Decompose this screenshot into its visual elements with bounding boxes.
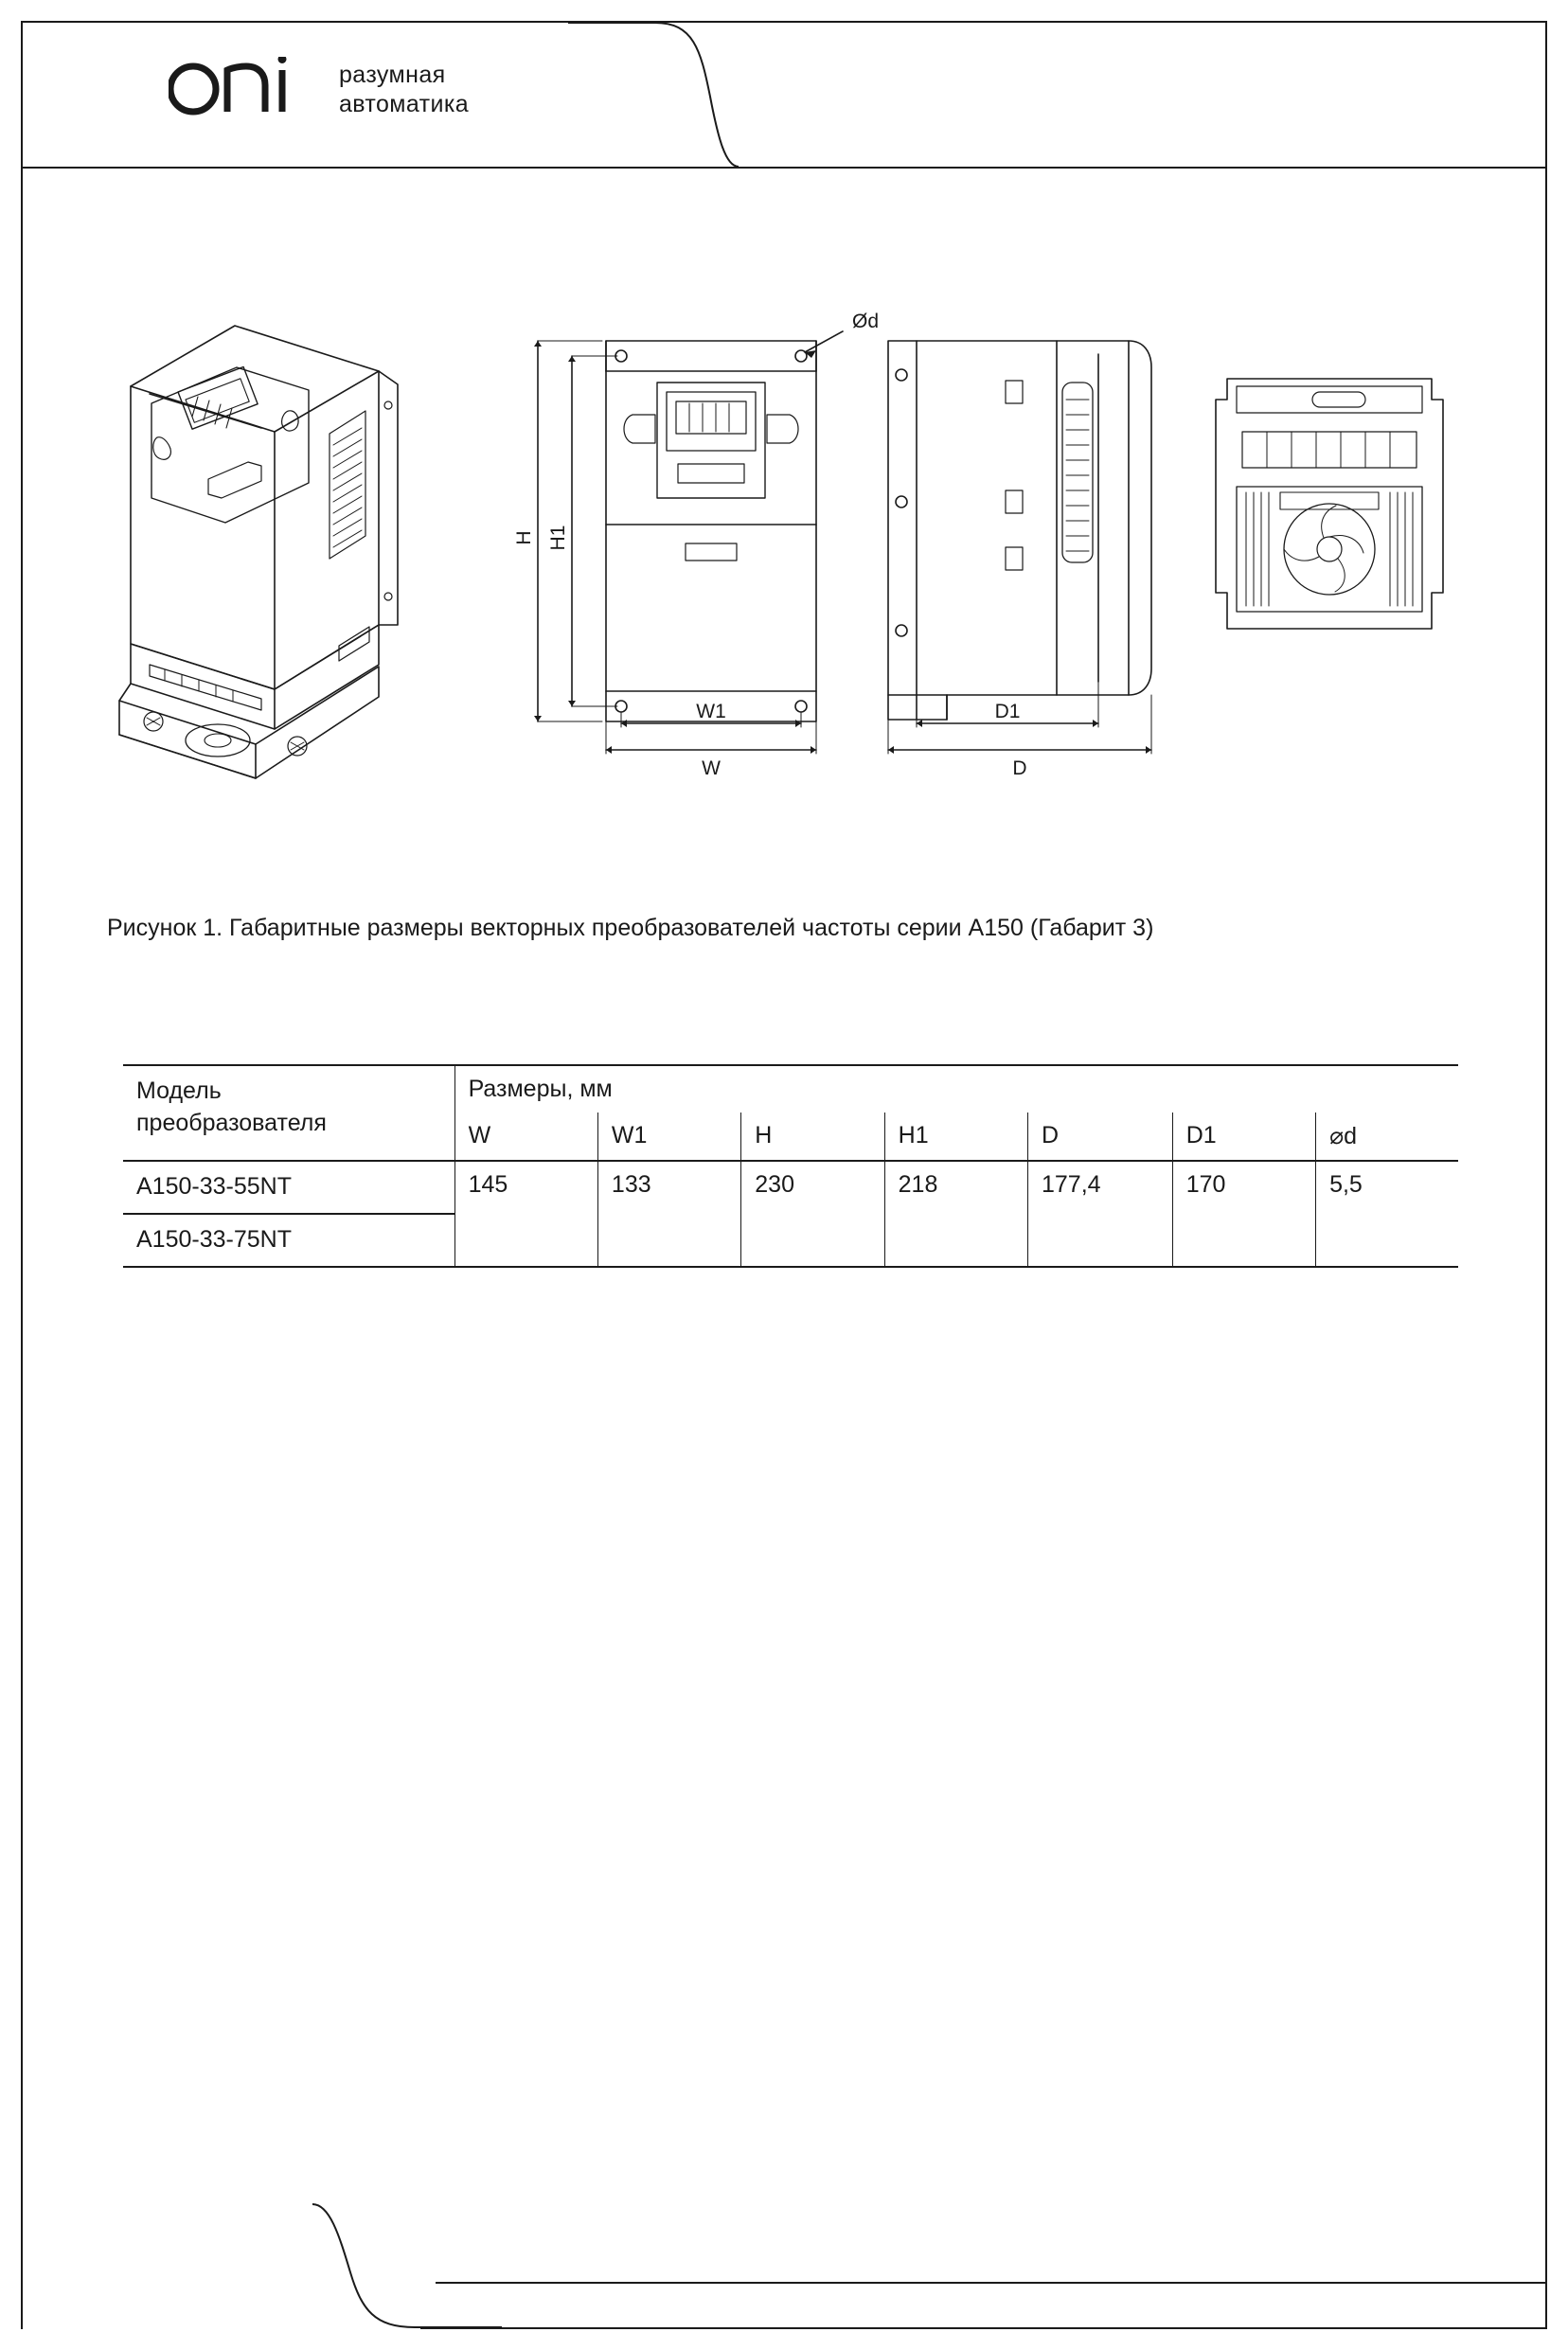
row2-H1 — [884, 1214, 1027, 1267]
row2-W1 — [597, 1214, 740, 1267]
header-model-line1: Модель — [136, 1077, 222, 1104]
view-isometric — [119, 326, 398, 778]
dimensions-table — [123, 1064, 1458, 1268]
footer-divider-line — [436, 2282, 1545, 2284]
header-model-line2: преобразователя — [136, 1109, 327, 1136]
brand-tagline-line1: разумная — [339, 62, 446, 88]
header-divider-line — [23, 167, 1545, 169]
label-od: Ød — [852, 312, 880, 332]
row2-H — [741, 1214, 884, 1267]
header-col-D: D — [1028, 1113, 1173, 1161]
row1-H: 230 — [741, 1161, 884, 1214]
brand-tagline-line2: автоматика — [339, 91, 470, 117]
view-side — [888, 341, 1151, 754]
row1-D1: 170 — [1172, 1161, 1315, 1214]
row-model-2: A150-33-75NT — [123, 1214, 454, 1267]
view-front — [534, 331, 843, 754]
header-col-D1: D1 — [1172, 1113, 1315, 1161]
figure-caption: Рисунок 1. Габаритные размеры векторных преобразователей частоты серии A150 (Габарит 3) — [107, 915, 1154, 941]
header-col-H1: H1 — [884, 1113, 1027, 1161]
row1-od: 5,5 — [1316, 1161, 1458, 1214]
row2-W — [454, 1214, 597, 1267]
footer-corner-curve — [312, 2202, 502, 2331]
header-sizes-cell: Размеры, мм — [454, 1065, 1458, 1113]
label-H1: H1 — [547, 525, 569, 551]
header-model-cell — [123, 1065, 454, 1161]
label-W1: W1 — [696, 701, 726, 722]
header-col-W: W — [454, 1113, 597, 1161]
header-col-W1: W1 — [597, 1113, 740, 1161]
header-col-od: ⌀d — [1329, 1123, 1358, 1149]
row1-W1: 133 — [597, 1161, 740, 1214]
drawing-svg — [95, 312, 1477, 786]
row2-od — [1316, 1214, 1458, 1267]
label-D: D — [1012, 757, 1027, 779]
oni-wordmark-icon — [169, 57, 322, 116]
label-W: W — [702, 757, 721, 779]
table-header-row-top — [123, 1065, 1458, 1113]
label-H: H — [513, 530, 535, 545]
brand-tagline — [339, 61, 469, 119]
row2-D1 — [1172, 1214, 1315, 1267]
row-model-1: A150-33-55NT — [123, 1161, 454, 1214]
header-corner-curve — [568, 21, 739, 169]
table-row — [123, 1161, 1458, 1214]
view-rear — [1216, 379, 1443, 629]
dimension-drawing — [95, 312, 1477, 786]
row2-D — [1028, 1214, 1173, 1267]
brand-logo — [169, 57, 469, 119]
row1-D: 177,4 — [1028, 1161, 1173, 1214]
header-col-H: H — [741, 1113, 884, 1161]
row1-H1: 218 — [884, 1161, 1027, 1214]
row1-W: 145 — [454, 1161, 597, 1214]
label-D1: D1 — [994, 701, 1021, 722]
table-row — [123, 1214, 1458, 1267]
